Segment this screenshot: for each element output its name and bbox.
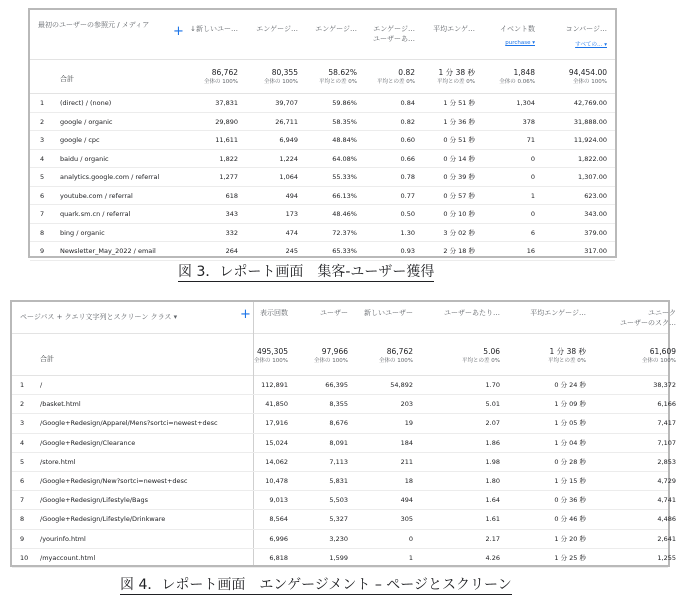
metric-value: 0: [530, 210, 535, 218]
row-index: 6: [40, 191, 45, 200]
dimension-value: /store.html: [40, 457, 76, 466]
metric-value: 1.80: [485, 477, 500, 485]
metric-value: 245: [285, 247, 298, 255]
dimension-value: Newsletter_May_2022 / email: [60, 247, 156, 255]
metric-value: 494: [400, 496, 413, 505]
metric-value: 37,831: [215, 99, 238, 107]
metric-value: 5,503: [329, 496, 348, 505]
metric-value: 1,277: [219, 173, 238, 181]
row-index: 1: [20, 381, 25, 389]
total-label: 合計: [60, 75, 74, 83]
metric-value: 2,853: [657, 457, 676, 466]
metric-value: 66.13%: [332, 191, 357, 200]
metric-value: 7,113: [329, 457, 348, 466]
dimension-value: youtube.com / referral: [60, 191, 133, 200]
metric-value: 7,107: [657, 438, 676, 447]
row-index: 8: [20, 515, 25, 524]
metric-value: 4,486: [657, 515, 676, 524]
table-row[interactable]: [30, 205, 615, 224]
metric-value: 19: [404, 419, 413, 428]
metric-value: 4.26: [485, 553, 500, 562]
total-value: 97,966: [321, 347, 348, 356]
total-cell: [204, 67, 238, 86]
total-share: 全体の 100%: [264, 79, 298, 85]
metric-value: 42,769.00: [573, 99, 607, 107]
metric-value: 1 分 20 秒: [554, 534, 586, 543]
metric-value: 1 分 15 秒: [554, 477, 586, 485]
dimension-value: quark.sm.cn / referral: [60, 210, 131, 218]
total-cell: [377, 67, 415, 86]
table-row[interactable]: [30, 168, 615, 187]
metric-value: 0.50: [400, 210, 415, 218]
metric-value: 0 分 39 秒: [443, 173, 475, 181]
metric-value: 1 分 04 秒: [554, 438, 586, 447]
dimension-value: /Google+Redesign/Apparel/Mens?sortci=newest+desc: [40, 419, 218, 428]
row-index: 1: [40, 99, 45, 107]
metric-value: 18: [404, 477, 413, 485]
total-share: 全体の 100%: [642, 358, 676, 364]
metric-value: 1.30: [400, 228, 415, 237]
total-cell: [548, 346, 586, 365]
table-row[interactable]: [12, 549, 676, 568]
metric-value: 3 分 02 秒: [443, 228, 475, 237]
total-cell: [462, 346, 500, 365]
total-value: 86,762: [386, 347, 413, 356]
metric-filter-dropdown[interactable]: purchase ▾: [505, 40, 535, 46]
metric-value: 65.33%: [332, 247, 357, 255]
metric-value: 8,355: [329, 400, 348, 409]
metric-value: 305: [400, 515, 413, 524]
row-index: 7: [40, 210, 45, 218]
total-cell: [314, 346, 348, 365]
metric-value: 29,890: [215, 117, 238, 126]
metric-value: 7,417: [657, 419, 676, 428]
metric-value: 16: [526, 247, 535, 255]
metric-value: 0 分 10 秒: [443, 210, 475, 218]
metric-value: 1 分 36 秒: [443, 117, 475, 126]
dimension-value: /myaccount.html: [40, 553, 96, 562]
metric-value: 1.98: [485, 457, 500, 466]
metric-value: 0 分 57 秒: [443, 191, 475, 200]
metric-filter-dropdown[interactable]: すべての… ▾: [575, 42, 607, 48]
metric-value: 2 分 18 秒: [443, 247, 475, 255]
metric-value: 48.46%: [332, 210, 357, 218]
metric-value: 1,064: [279, 173, 298, 181]
metric-value: 378: [522, 117, 535, 126]
metric-value: 64.08%: [332, 154, 357, 163]
row-index: 8: [40, 228, 45, 237]
acquisition-report-table: [28, 8, 617, 258]
row-index: 7: [20, 496, 25, 505]
metric-value: 623.00: [584, 191, 607, 200]
total-label: 合計: [40, 355, 54, 363]
metric-value: 41,850: [265, 400, 288, 409]
metric-value: 184: [400, 438, 413, 447]
total-share: 全体の 100%: [573, 79, 607, 85]
table-row[interactable]: [30, 187, 615, 206]
metric-value: 1.86: [485, 438, 500, 447]
column-header[interactable]: エンゲージ…: [256, 25, 298, 33]
metric-value: 39,707: [275, 99, 298, 107]
metric-value: 0.93: [400, 247, 415, 255]
metric-value: 1,822.00: [578, 154, 607, 163]
metric-value: 72.37%: [332, 228, 357, 237]
metric-value: 0: [530, 173, 535, 181]
metric-value: 14,062: [265, 457, 288, 466]
total-value: 58.62%: [328, 68, 357, 77]
metric-value: 6,818: [269, 553, 288, 562]
total-value: 61,609: [649, 347, 676, 356]
metric-value: 48.84%: [332, 136, 357, 144]
metric-value: 11,924.00: [573, 136, 607, 144]
total-cell: [437, 67, 475, 86]
dimension-value: baidu / organic: [60, 154, 109, 163]
metric-value: 1,224: [279, 154, 298, 163]
dimension-selector[interactable]: 最初のユーザーの参照元 / メディア: [38, 21, 150, 29]
column-header[interactable]: ユニーク ユーザーのスク…: [620, 309, 676, 327]
table-row[interactable]: [12, 376, 676, 395]
metric-value: 17,916: [265, 419, 288, 428]
metric-value: 1,304: [516, 99, 535, 107]
add-dimension-icon[interactable]: +: [240, 307, 251, 322]
dimension-value: /: [40, 381, 43, 389]
total-value: 0.82: [398, 68, 415, 77]
add-dimension-icon[interactable]: +: [173, 24, 184, 39]
total-value: 1 分 38 秒: [549, 347, 586, 356]
total-value: 1 分 38 秒: [438, 68, 475, 77]
total-share: 全体の 0.06%: [499, 79, 535, 85]
table-row[interactable]: [12, 414, 676, 433]
metric-value: 2,641: [657, 534, 676, 543]
metric-value: 1 分 09 秒: [554, 400, 586, 409]
row-index: 10: [20, 553, 29, 562]
dimension-value: google / organic: [60, 117, 113, 126]
metric-value: 71: [526, 136, 535, 144]
metric-value: 332: [225, 228, 238, 237]
total-cell: [642, 346, 676, 365]
table-row[interactable]: [12, 434, 676, 453]
figure-caption: 図 4．レポート画面 エンゲージメント – ページとスクリーン: [120, 577, 512, 593]
metric-value: 0 分 28 秒: [554, 457, 586, 466]
metric-value: 0: [408, 534, 413, 543]
row-index: 3: [40, 136, 45, 144]
metric-value: 1: [530, 191, 535, 200]
total-share: 全体の 100%: [204, 79, 238, 85]
table-row[interactable]: [30, 94, 615, 113]
column-header[interactable]: ユーザーあたり…: [444, 309, 500, 317]
total-share: 平均との差 0%: [377, 79, 415, 85]
total-value: 80,355: [271, 68, 298, 77]
metric-value: 1,255: [657, 553, 676, 562]
totals-row: [12, 334, 676, 376]
metric-value: 11,611: [215, 136, 238, 144]
dimension-value: /Google+Redesign/Lifestyle/Bags: [40, 496, 148, 505]
metric-value: 4,729: [657, 477, 676, 485]
total-cell: [254, 346, 288, 365]
dimension-value: analytics.google.com / referral: [60, 173, 160, 181]
total-value: 94,454.00: [568, 68, 607, 77]
row-index: 9: [40, 247, 45, 255]
metric-value: 5,327: [329, 515, 348, 524]
row-index: 5: [40, 173, 45, 181]
metric-value: 112,891: [261, 381, 288, 389]
total-value: 1,848: [513, 68, 535, 77]
total-share: 全体の 100%: [379, 358, 413, 364]
row-index: 5: [20, 457, 25, 466]
metric-value: 8,676: [329, 419, 348, 428]
metric-value: 38,372: [653, 381, 676, 389]
metric-value: 1,307.00: [578, 173, 607, 181]
metric-value: 1.61: [485, 515, 500, 524]
metric-value: 1.70: [485, 381, 500, 389]
metric-value: 66,395: [325, 381, 348, 389]
metric-value: 9,013: [269, 496, 288, 505]
column-header[interactable]: 平均エンゲージ…: [530, 309, 586, 317]
total-cell: [319, 67, 357, 86]
metric-value: 6,949: [279, 136, 298, 144]
row-index: 4: [20, 438, 25, 447]
total-cell: [264, 67, 298, 86]
total-share: 平均との差 0%: [319, 79, 357, 85]
total-share: 全体の 100%: [314, 358, 348, 364]
metric-value: 31,888.00: [573, 117, 607, 126]
metric-value: 5.01: [485, 400, 500, 409]
table-row[interactable]: [12, 530, 676, 549]
metric-value: 0 分 51 秒: [443, 136, 475, 144]
metric-value: 26,711: [275, 117, 298, 126]
dimension-value: /yourinfo.html: [40, 534, 86, 543]
column-header[interactable]: ユーザー: [320, 309, 348, 317]
total-value: 5.06: [483, 347, 500, 356]
totals-row: [30, 60, 615, 94]
total-share: 平均との差 0%: [548, 358, 586, 364]
metric-value: 0 分 14 秒: [443, 154, 475, 163]
table-row[interactable]: [12, 472, 676, 491]
figure-caption: 図 3．レポート画面 集客-ユーザー獲得: [178, 264, 435, 280]
row-index: 4: [40, 154, 45, 163]
metric-value: 1: [408, 553, 413, 562]
table-row[interactable]: [12, 395, 676, 414]
table-row[interactable]: [12, 510, 676, 529]
metric-value: 6: [530, 228, 535, 237]
total-value: 495,305: [256, 347, 288, 356]
metric-value: 10,478: [265, 477, 288, 485]
metric-value: 6,996: [269, 534, 288, 543]
column-header[interactable]: 平均エンゲ…: [433, 25, 475, 33]
total-cell: [569, 67, 607, 86]
total-cell: [499, 67, 535, 86]
metric-value: 0.78: [400, 173, 415, 181]
row-index: 9: [20, 534, 25, 543]
metric-value: 264: [225, 247, 238, 255]
metric-value: 0.82: [400, 117, 415, 126]
metric-value: 317.00: [584, 247, 607, 255]
metric-value: 2.07: [485, 419, 500, 428]
row-index: 3: [20, 419, 25, 428]
column-header[interactable]: エンゲージ… ユーザーあ…: [373, 25, 415, 43]
row-index: 2: [40, 117, 45, 126]
metric-value: 618: [225, 191, 238, 200]
metric-value: 0 分 36 秒: [554, 496, 586, 505]
metric-value: 55.33%: [332, 173, 357, 181]
metric-value: 6,166: [657, 400, 676, 409]
table-row[interactable]: [30, 131, 615, 150]
column-header[interactable]: イベント数: [500, 25, 535, 33]
table-row[interactable]: [12, 491, 676, 510]
table-row[interactable]: [30, 242, 615, 261]
column-header[interactable]: エンゲージ…: [315, 25, 357, 33]
metric-value: 379.00: [584, 228, 607, 237]
metric-value: 0: [530, 154, 535, 163]
metric-value: 15,024: [265, 438, 288, 447]
metric-value: 343: [225, 210, 238, 218]
engagement-pages-report-table: [10, 300, 676, 567]
metric-value: 0.84: [400, 99, 415, 107]
table-header: [12, 302, 676, 334]
dimension-value: /Google+Redesign/Lifestyle/Drinkware: [40, 515, 166, 524]
metric-value: 0.77: [400, 191, 415, 200]
metric-value: 173: [285, 210, 298, 218]
total-share: 平均との差 0%: [437, 79, 475, 85]
column-header[interactable]: 新しいユーザー: [364, 309, 413, 317]
metric-value: 5,831: [329, 477, 348, 485]
metric-value: 0.66: [400, 154, 415, 163]
total-share: 平均との差 0%: [462, 358, 500, 364]
table-header: [30, 10, 615, 60]
dimension-value: (direct) / (none): [60, 99, 112, 107]
metric-value: 1 分 25 秒: [554, 553, 586, 562]
metric-value: 1,599: [329, 553, 348, 562]
metric-value: 474: [285, 228, 298, 237]
total-cell: [379, 346, 413, 365]
dimension-value: /basket.html: [40, 400, 81, 409]
column-header[interactable]: ↓新しいユー…: [190, 25, 238, 33]
metric-value: 1.64: [485, 496, 500, 505]
metric-value: 8,091: [329, 438, 348, 447]
total-value: 86,762: [211, 68, 238, 77]
table-row[interactable]: [30, 113, 615, 132]
total-share: 全体の 100%: [254, 358, 288, 364]
dimension-selector[interactable]: ページパス + クエリ文字列とスクリーン クラス ▾: [20, 313, 178, 321]
metric-value: 59.86%: [332, 99, 357, 107]
metric-value: 4,741: [657, 496, 676, 505]
metric-value: 494: [285, 191, 298, 200]
metric-value: 1 分 51 秒: [443, 99, 475, 107]
dimension-value: /Google+Redesign/New?sortci=newest+desc: [40, 477, 188, 485]
column-header[interactable]: 表示回数: [260, 309, 288, 317]
dimension-value: bing / organic: [60, 228, 105, 237]
row-index: 6: [20, 477, 25, 485]
table-row[interactable]: [30, 150, 615, 169]
metric-value: 54,892: [390, 381, 413, 389]
row-index: 2: [20, 400, 25, 409]
metric-value: 8,564: [269, 515, 288, 524]
metric-value: 0.60: [400, 136, 415, 144]
metric-value: 3,230: [329, 534, 348, 543]
metric-value: 2.17: [485, 534, 500, 543]
metric-value: 58.35%: [332, 117, 357, 126]
table-row[interactable]: [30, 224, 615, 243]
metric-value: 1 分 05 秒: [554, 419, 586, 428]
metric-value: 343.00: [584, 210, 607, 218]
metric-value: 0 分 46 秒: [554, 515, 586, 524]
dimension-value: google / cpc: [60, 136, 100, 144]
metric-value: 0 分 24 秒: [554, 381, 586, 389]
metric-value: 203: [400, 400, 413, 409]
table-row[interactable]: [12, 453, 676, 472]
column-header[interactable]: コンバージ…: [565, 25, 607, 33]
metric-value: 1,822: [219, 154, 238, 163]
dimension-value: /Google+Redesign/Clearance: [40, 438, 136, 447]
metric-value: 211: [400, 457, 413, 466]
